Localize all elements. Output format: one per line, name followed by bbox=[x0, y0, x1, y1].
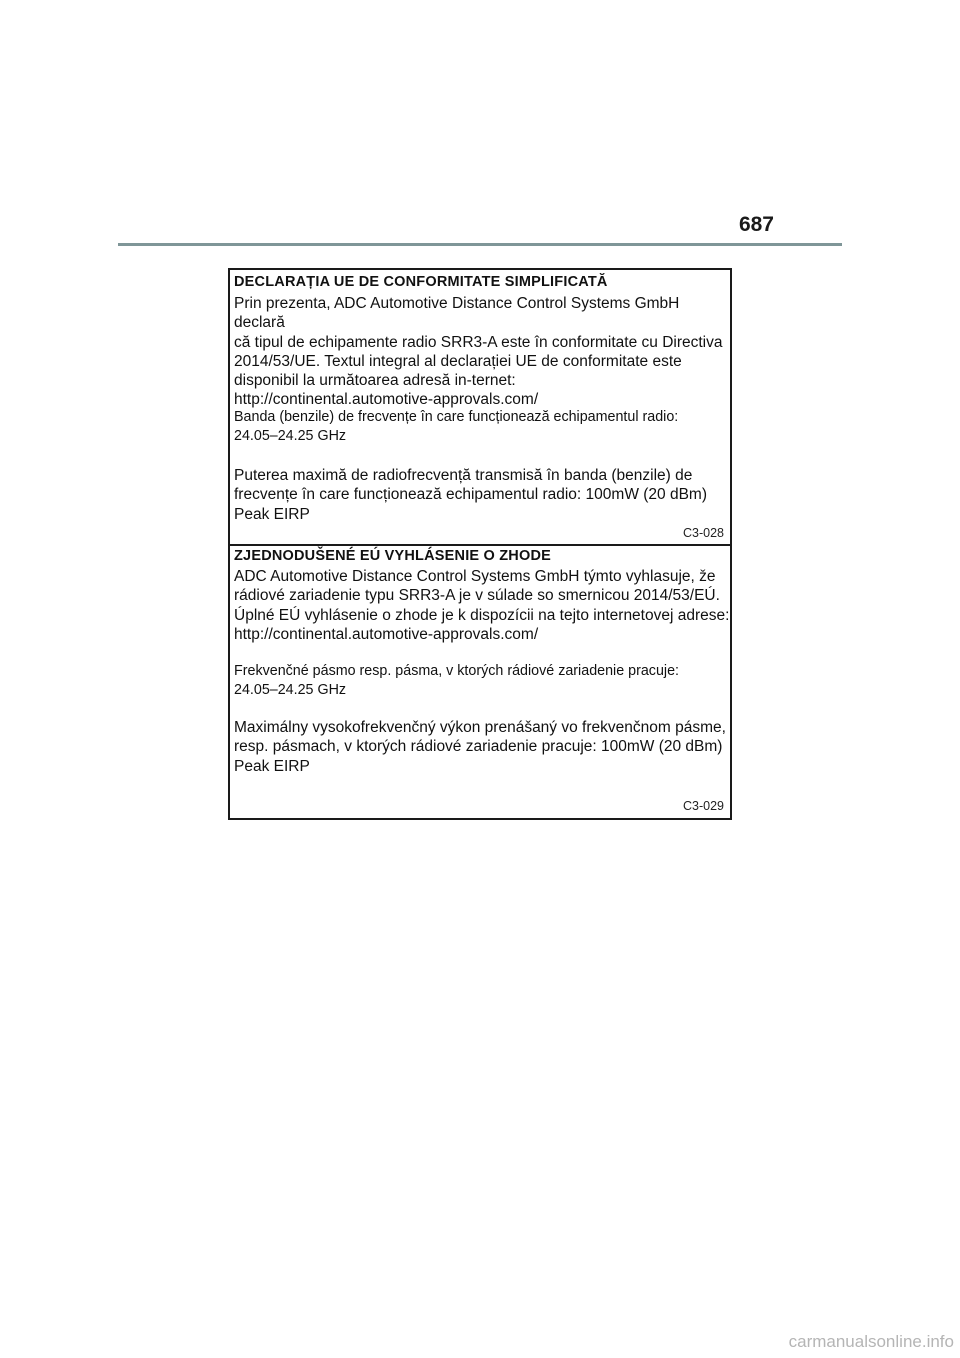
slovak-heading: ZJEDNODUŠENÉ EÚ VYHLÁSENIE O ZHODE bbox=[234, 548, 551, 564]
slovak-paragraph-conformity: ADC Automotive Distance Control Systems GmbH týmto vyhlasuje, že rádiové zariadenie typu SRR3-A je v súlade so smernicou 2014/53/EÚ. Úplné EÚ vyhlásenie o zhode je k dispozícii na tejto internetovej adrese: http://continental.automotive-approvals.com/ bbox=[234, 568, 730, 643]
slovak-declaration bbox=[230, 546, 730, 820]
slovak-code: C3-029 bbox=[683, 799, 724, 813]
page-number: 687 bbox=[738, 213, 774, 236]
slovak-paragraph-power: Maximálny vysokofrekvenčný výkon prenášaný vo frekvenčnom pásme, resp. pásmach, v ktorých rádiové zariadenie pracuje: 100mW (20 dBm) Peak EIRP bbox=[234, 719, 726, 775]
conformity-label bbox=[228, 268, 732, 820]
romanian-code: C3-028 bbox=[683, 526, 724, 540]
romanian-declaration bbox=[230, 270, 730, 545]
romanian-paragraph-power: Puterea maximă de radiofrecvență transmisă în banda (benzile) de frecvențe în care funcționează echipamentul radio: 100mW (20 dBm) Peak EIRP bbox=[234, 467, 707, 523]
romanian-heading: DECLARAȚIA UE DE CONFORMITATE SIMPLIFICATĂ bbox=[234, 274, 608, 290]
slovak-paragraph-frequency: Frekvenčné pásmo resp. pásma, v ktorých rádiové zariadenie pracuje: 24.05–24.25 GHz bbox=[234, 663, 680, 699]
romanian-paragraph-conformity: Prin prezenta, ADC Automotive Distance Control Systems GmbH declară că tipul de echipamente radio SRR3-A este în conformitate cu Directiva 2014/53/UE. Textul integral al declarației UE de conformitate este disponibil la următoarea adresă in-ternet: http://continental.automotive-approvals.com/ bbox=[234, 295, 723, 409]
site-watermark: carmanualsonline.info bbox=[788, 1332, 954, 1351]
romanian-paragraph-frequency: Banda (benzile) de frecvențe în care funcționează echipamentul radio: 24.05–24.25 GHz bbox=[234, 409, 679, 445]
header-rule bbox=[118, 243, 842, 246]
